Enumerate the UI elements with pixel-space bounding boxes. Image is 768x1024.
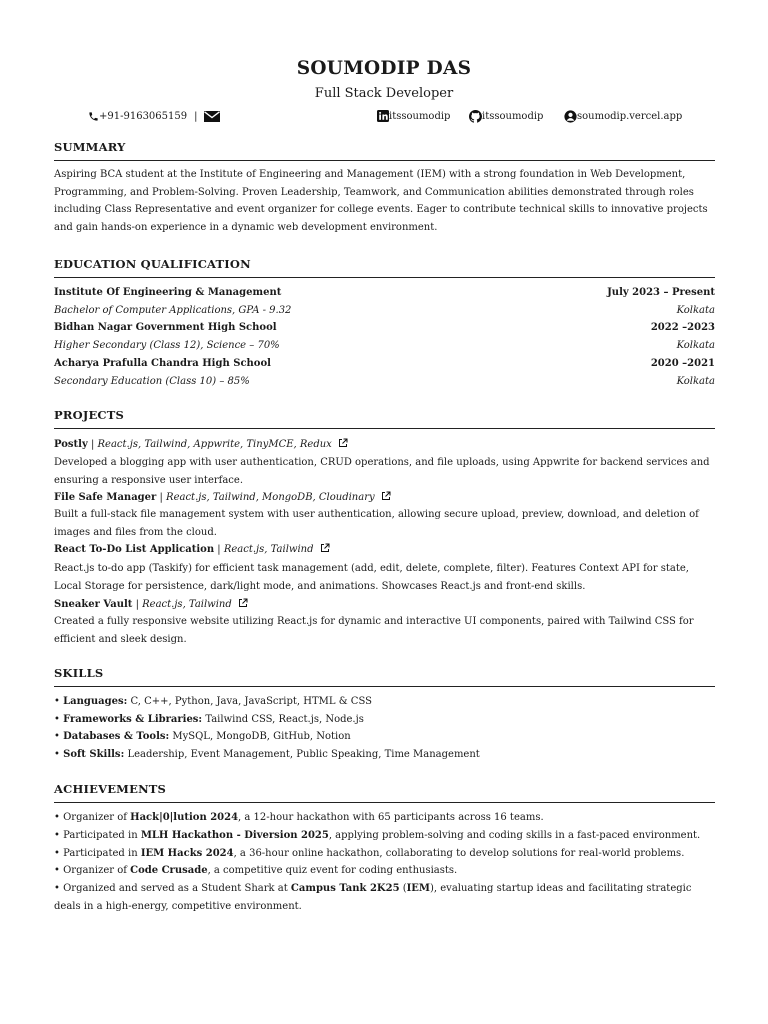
project-tech: React.js, Tailwind, MongoDB, Cloudinary [166, 492, 375, 503]
achievement-pre: Organizer of [63, 812, 131, 823]
degree-detail: Bachelor of Computer Applications, GPA - 9.32 [54, 305, 292, 316]
achievement-pre: Organizer of [63, 865, 131, 876]
education-item-detail [54, 373, 715, 390]
bullet: • [54, 714, 60, 725]
contact-github[interactable] [469, 108, 543, 124]
achievement-highlight: IEM Hacks 2024 [140, 848, 234, 859]
education-item [54, 355, 715, 372]
summary-text: Aspiring BCA student at the Institute of Engineering and Management (IEM) with a strong foundation in Web Development, Programming, and Problem-Solving. Proven Leadership, Teamwork, and Communication abilities demonstrated through roles including Class Representative and event organizer for college events. Eager to contribute technical skills to innovative projects and gain hands-on experience in a dynamic web development environment. [54, 169, 708, 233]
mail-icon[interactable] [204, 111, 220, 122]
projects-heading: PROJECTS [54, 408, 125, 422]
school-name: Institute Of Engineering & Management [54, 287, 282, 298]
skills-heading: SKILLS [54, 666, 104, 680]
achievement-post: , a competitive quiz event for coding enthusiasts. [207, 865, 458, 876]
skill-value: Leadership, Event Management, Public Speaking, Time Management [124, 749, 480, 760]
website-link[interactable]: soumodip.vercel.app [577, 110, 683, 122]
bullet: • [54, 848, 60, 859]
skill-value: C, C++, Python, Java, JavaScript, HTML & CSS [127, 696, 372, 707]
bullet: • [54, 731, 60, 742]
bullet: • [54, 749, 60, 760]
section-divider [54, 428, 715, 429]
achievement-post: , a 36-hour online hackathon, collaborating to develop solutions for real-world problems. [233, 848, 685, 859]
achievement-post: , applying problem-solving and coding skills in a fast-paced environment. [328, 830, 701, 841]
project-name: React To-Do List Application [54, 544, 215, 555]
contact-linkedin[interactable] [377, 108, 450, 124]
summary-heading: SUMMARY [54, 140, 126, 154]
project-title [54, 436, 348, 453]
contact-website[interactable] [564, 108, 682, 124]
phone-number[interactable]: +91-9163065159 [99, 110, 188, 122]
achievement-pre: Participated in [63, 830, 141, 841]
bullet: • [54, 696, 60, 707]
school-name: Bidhan Nagar Government High School [54, 322, 277, 333]
achievement-item [54, 880, 717, 915]
bullet: • [54, 883, 60, 894]
external-link-icon[interactable] [338, 437, 348, 454]
bullet: • [54, 865, 60, 876]
bullet: • [54, 830, 60, 841]
education-item-detail [54, 337, 715, 354]
external-link-icon[interactable] [381, 490, 391, 507]
degree-detail: Higher Secondary (Class 12), Science – 70% [54, 340, 280, 351]
achievement-highlight: IEM [406, 883, 430, 894]
project-tech: React.js, Tailwind, Appwrite, TinyMCE, Redux [97, 439, 332, 450]
education-item-detail [54, 302, 715, 319]
project-title [54, 596, 248, 613]
education-location: Kolkata [676, 376, 715, 387]
achievement-highlight: Code Crusade [130, 865, 208, 876]
job-title: Full Stack Developer [314, 86, 454, 101]
contact-separator: | [194, 110, 198, 122]
achievement-post: , a 12-hour hackathon with 65 participants across 16 teams. [238, 812, 544, 823]
education-location: Kolkata [676, 305, 715, 316]
project-description: Developed a blogging app with user authentication, CRUD operations, and file uploads, using Appwrite for backend services and ensuring a responsive user interface. [54, 457, 710, 486]
achievement-pre: Organized and served as a Student Shark at [63, 883, 291, 894]
achievement-mid: ( [399, 883, 407, 894]
project-title [54, 489, 391, 506]
achievement-item [54, 827, 717, 845]
skill-value: Tailwind CSS, React.js, Node.js [202, 714, 364, 725]
achievement-pre: Participated in [63, 848, 141, 859]
skill-label: Languages: [63, 696, 128, 707]
education-date: 2022 –2023 [650, 322, 715, 333]
bullet: • [54, 812, 60, 823]
external-link-icon[interactable] [238, 597, 248, 614]
achievement-highlight: MLH Hackathon - Diversion 2025 [140, 830, 329, 841]
project-tech: React.js, Tailwind [142, 599, 232, 610]
section-divider [54, 686, 715, 687]
degree-detail: Secondary Education (Class 10) – 85% [54, 376, 250, 387]
education-location: Kolkata [676, 340, 715, 351]
skill-label: Databases & Tools: [63, 731, 170, 742]
project-separator: | [214, 544, 224, 555]
education-item [54, 319, 715, 336]
achievement-highlight: Campus Tank 2K25 [290, 883, 400, 894]
skill-value: MySQL, MongoDB, GitHub, Notion [169, 731, 351, 742]
school-name: Acharya Prafulla Chandra High School [54, 358, 271, 369]
achievement-item [54, 809, 717, 827]
project-tech: React.js, Tailwind [223, 544, 314, 555]
achievement-item [54, 862, 717, 880]
section-divider [54, 160, 715, 161]
achievement-item [54, 845, 717, 863]
globe-icon [564, 110, 577, 123]
project-name: Sneaker Vault [54, 599, 133, 610]
achievement-highlight: Hack|0|lution 2024 [130, 812, 239, 823]
project-title [54, 541, 330, 558]
project-name: Postly [54, 439, 88, 450]
skill-label: Soft Skills: [63, 749, 125, 760]
candidate-name: SOUMODIP DAS [296, 58, 472, 79]
achievements-heading: ACHIEVEMENTS [54, 782, 167, 796]
project-description: Created a fully responsive website utilizing React.js for dynamic and interactive UI components, paired with Tailwind CSS for efficient and sleek design. [54, 616, 694, 645]
project-separator: | [156, 492, 167, 503]
project-description: React.js to-do app (Taskify) for efficient task management (add, edit, delete, complete, filter). Features Context API for state, Local Storage for persistence, dark/light mode, and animations. Showcases React.js and front-end skills. [54, 563, 689, 592]
skill-item [54, 728, 717, 746]
skill-item [54, 693, 717, 711]
github-icon [469, 110, 482, 123]
achievement-post: ), evaluating startup ideas and facilitating strategic deals in a high-energy, competitive environment. [54, 883, 692, 912]
skill-label: Frameworks & Libraries: [63, 714, 203, 725]
section-divider [54, 277, 715, 278]
education-date: July 2023 – Present [607, 287, 715, 298]
project-description: Built a full-stack file management system with user authentication, allowing secure upload, preview, download, and deletion of images and files from the cloud. [54, 509, 699, 538]
section-divider [54, 802, 715, 803]
skill-item [54, 746, 717, 764]
external-link-icon[interactable] [320, 542, 330, 559]
linkedin-handle[interactable]: itssoumodip [389, 110, 451, 122]
education-date: 2020 –2021 [650, 358, 715, 369]
github-handle[interactable]: itssoumodip [482, 110, 544, 122]
project-separator: | [87, 439, 98, 450]
phone-icon [88, 111, 99, 122]
contact-phone-mail [88, 108, 220, 124]
education-heading: EDUCATION QUALIFICATION [54, 257, 251, 271]
project-name: File Safe Manager [54, 492, 157, 503]
project-separator: | [132, 599, 143, 610]
skill-item [54, 711, 717, 729]
linkedin-icon [377, 110, 389, 122]
education-item [54, 284, 715, 301]
